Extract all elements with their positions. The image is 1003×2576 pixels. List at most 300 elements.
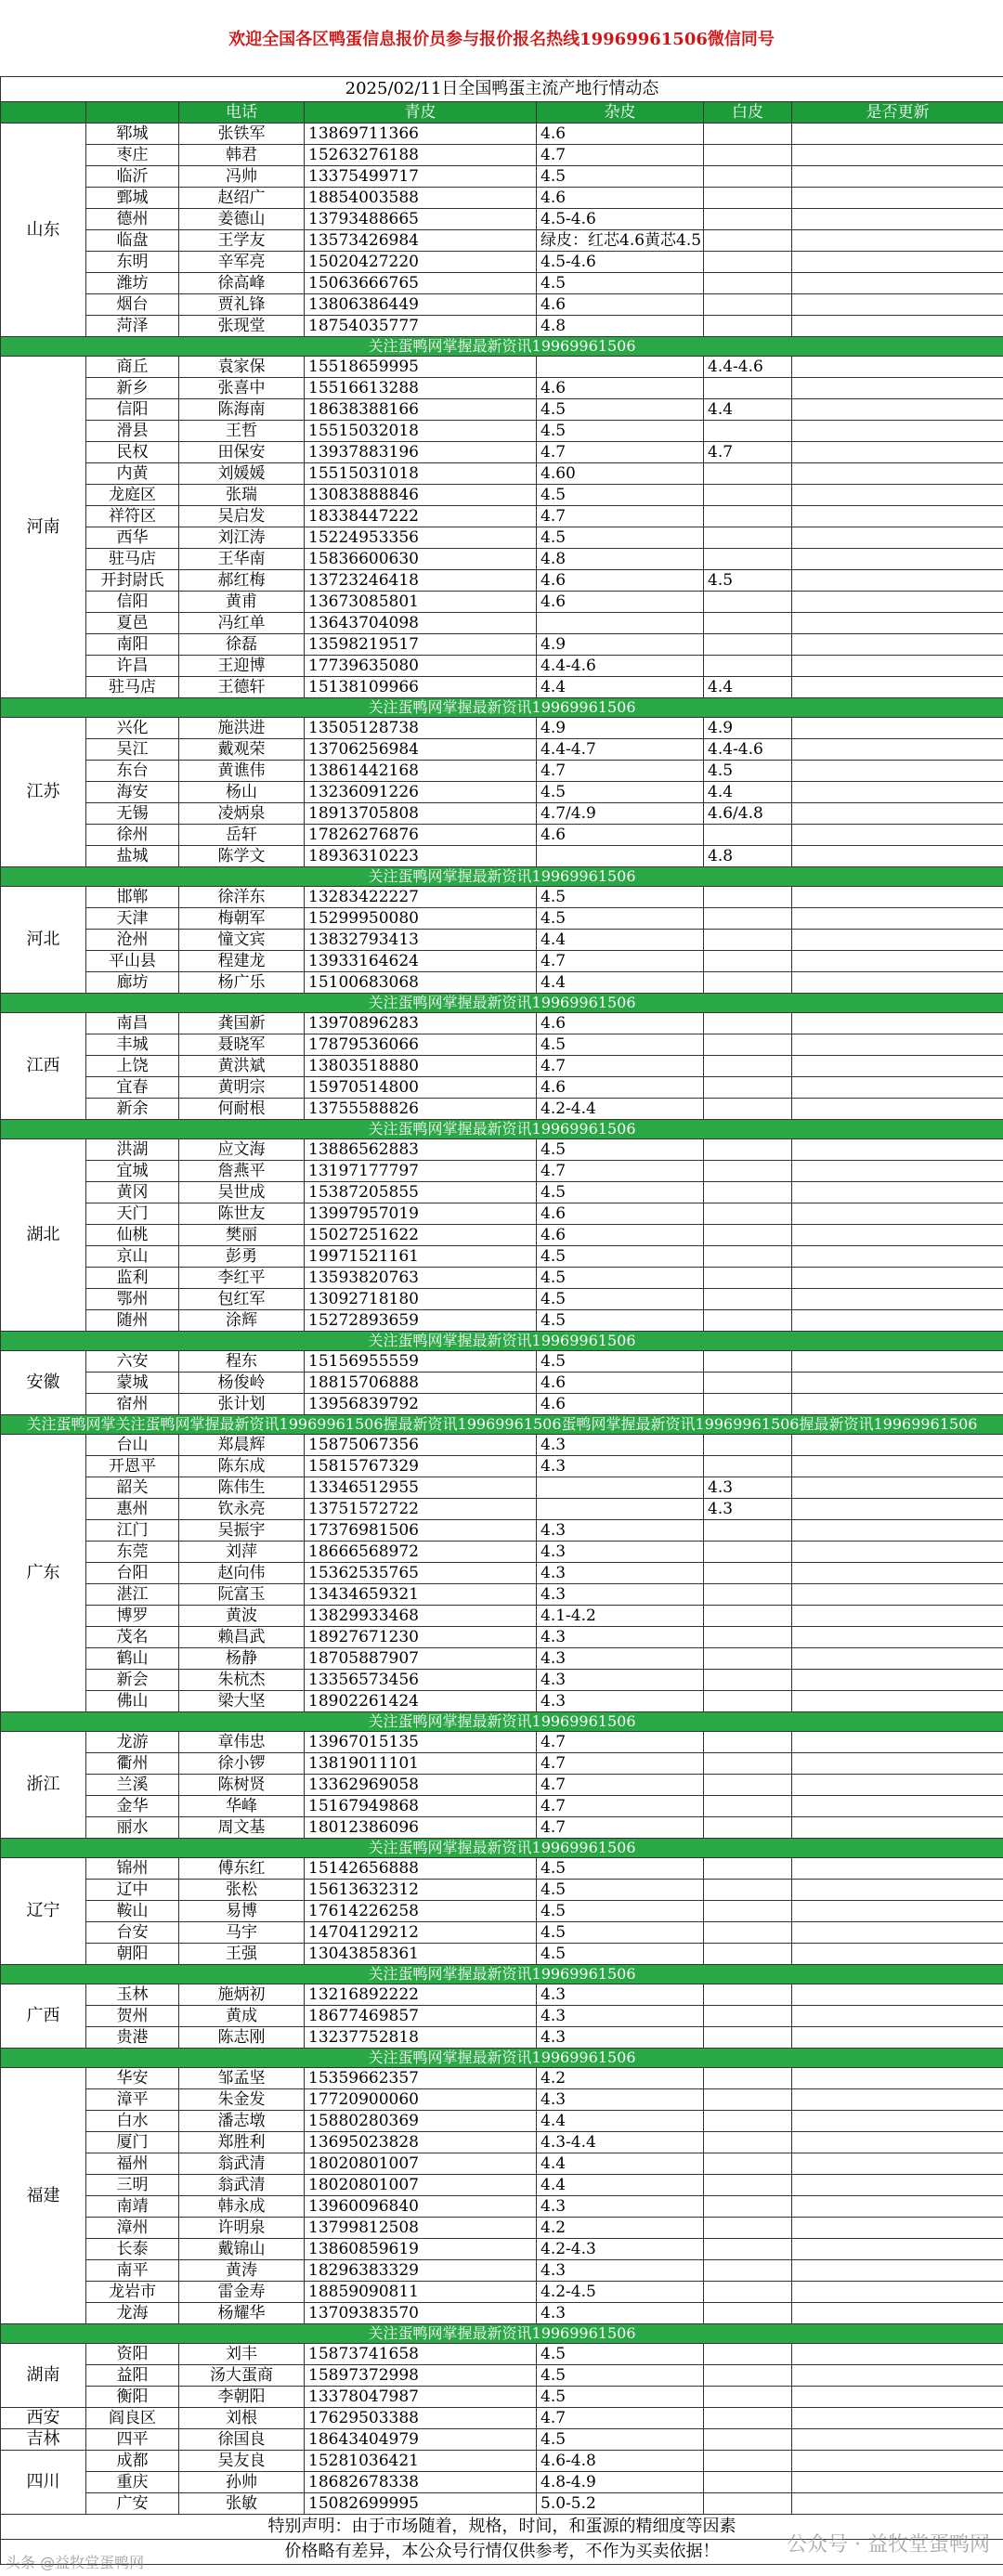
white-shell-price (792, 570, 1003, 592)
table-row (1, 2303, 1003, 2324)
green-shell-price: 4.5-4.6 (537, 209, 704, 230)
contact-cell: 黄成 (179, 2006, 305, 2027)
mixed-shell-price (704, 166, 792, 188)
mixed-shell-price (704, 1691, 792, 1712)
green-shell-price: 4.5 (537, 1246, 704, 1268)
mixed-shell-price (704, 1056, 792, 1077)
city-cell: 丽水 (86, 1817, 179, 1839)
contact-cell: 刘根 (179, 2408, 305, 2429)
mixed-shell-price (704, 252, 792, 273)
white-shell-price (792, 1077, 1003, 1099)
mixed-shell-price: 4.5 (704, 570, 792, 592)
city-cell: 仙桃 (86, 1225, 179, 1246)
mixed-shell-price: 4.8 (704, 846, 792, 867)
phone-cell: 13970896283 (305, 1013, 537, 1034)
city-cell: 枣庄 (86, 145, 179, 166)
table-row (1, 570, 1003, 592)
mixed-shell-price (704, 1627, 792, 1648)
white-shell-price (792, 2282, 1003, 2303)
phone-cell: 18020801007 (305, 2175, 537, 2196)
table-row (1, 485, 1003, 506)
header-white-shell: 白皮 (704, 102, 792, 124)
table-row (1, 2344, 1003, 2365)
city-cell: 台安 (86, 1922, 179, 1944)
mixed-shell-price (704, 1880, 792, 1901)
city-cell: 新余 (86, 1099, 179, 1120)
green-shell-price: 4.6 (537, 570, 704, 592)
phone-cell: 17614226258 (305, 1901, 537, 1922)
green-shell-price: 4.5 (537, 1139, 704, 1161)
city-cell: 开封尉氏 (86, 570, 179, 592)
city-cell: 信阳 (86, 399, 179, 421)
contact-cell: 王德轩 (179, 677, 305, 698)
table-row (1, 1753, 1003, 1775)
contact-cell: 孙帅 (179, 2472, 305, 2493)
green-shell-price (537, 357, 704, 378)
phone-cell: 15263276188 (305, 145, 537, 166)
page-banner: 欢迎全国各区鸭蛋信息报价员参与报价报名热线19969961506微信同号 (228, 30, 775, 49)
city-cell: 驻马店 (86, 677, 179, 698)
table-row (1, 782, 1003, 803)
phone-cell: 13997957019 (305, 1203, 537, 1225)
white-shell-price (792, 2006, 1003, 2027)
white-shell-price (792, 1310, 1003, 1332)
table-row (1, 1034, 1003, 1056)
phone-cell: 13598219517 (305, 634, 537, 656)
city-cell: 成都 (86, 2451, 179, 2472)
city-cell: 开恩平 (86, 1456, 179, 1477)
phone-cell: 18338447222 (305, 506, 537, 527)
green-shell-price: 4.8 (537, 549, 704, 570)
watermark-left: 头条 @益牧堂蛋鸭网 (6, 2554, 145, 2571)
green-shell-price: 4.3 (537, 1691, 704, 1712)
city-cell: 南平 (86, 2260, 179, 2282)
phone-cell: 15387205855 (305, 1182, 537, 1203)
mixed-shell-price (704, 2089, 792, 2111)
city-cell: 蒙城 (86, 1373, 179, 1394)
city-cell: 新乡 (86, 378, 179, 399)
contact-cell: 憧文宾 (179, 930, 305, 951)
green-shell-price: 4.3 (537, 2196, 704, 2218)
phone-cell: 13092718180 (305, 1289, 537, 1310)
table-row (1, 2132, 1003, 2153)
phone-cell: 13362969058 (305, 1775, 537, 1796)
city-cell: 滑县 (86, 421, 179, 442)
table-row (1, 1477, 1003, 1499)
contact-cell: 吴世成 (179, 1182, 305, 1203)
phone-cell: 13819011101 (305, 1753, 537, 1775)
mixed-shell-price (704, 2153, 792, 2175)
city-cell: 鄄城 (86, 188, 179, 209)
green-shell-price: 4.5 (537, 527, 704, 549)
city-cell: 龙岩市 (86, 2282, 179, 2303)
green-shell-price: 4.3 (537, 1984, 704, 2006)
white-shell-price (792, 1289, 1003, 1310)
white-shell-price (792, 252, 1003, 273)
white-shell-price (792, 1627, 1003, 1648)
separator-row (1, 2049, 1003, 2068)
contact-cell: 阮富玉 (179, 1584, 305, 1606)
green-shell-price: 4.7 (537, 1817, 704, 1839)
mixed-shell-price (704, 2365, 792, 2387)
white-shell-price (792, 2218, 1003, 2239)
mixed-shell-price (704, 1013, 792, 1034)
green-shell-price: 4.60 (537, 463, 704, 485)
phone-cell: 17879536066 (305, 1034, 537, 1056)
contact-cell: 黄甫 (179, 592, 305, 613)
contact-cell: 韩永成 (179, 2196, 305, 2218)
contact-cell: 王学友 (179, 230, 305, 252)
phone-cell: 15224953356 (305, 527, 537, 549)
table-row (1, 656, 1003, 677)
table-row (1, 1182, 1003, 1203)
table-row (1, 2408, 1003, 2429)
green-shell-price: 4.3 (537, 2303, 704, 2324)
green-shell-price: 绿皮：红芯4.6黄芯4.5 (537, 230, 704, 252)
mixed-shell-price (704, 463, 792, 485)
white-shell-price (792, 294, 1003, 316)
city-cell: 商丘 (86, 357, 179, 378)
phone-cell: 18927671230 (305, 1627, 537, 1648)
phone-cell: 13956839792 (305, 1394, 537, 1415)
green-shell-price: 4.5 (537, 887, 704, 908)
contact-cell: 许明泉 (179, 2218, 305, 2239)
city-cell: 东莞 (86, 1542, 179, 1563)
contact-cell: 刘丰 (179, 2344, 305, 2365)
green-shell-price: 4.3 (537, 1456, 704, 1477)
table-row (1, 2218, 1003, 2239)
white-shell-price (792, 549, 1003, 570)
table-row (1, 1139, 1003, 1161)
mixed-shell-price: 4.6/4.8 (704, 803, 792, 825)
mixed-shell-price (704, 634, 792, 656)
mixed-shell-price (704, 1225, 792, 1246)
city-cell: 南靖 (86, 2196, 179, 2218)
phone-cell: 13216892222 (305, 1984, 537, 2006)
white-shell-price (792, 1477, 1003, 1499)
mixed-shell-price (704, 1648, 792, 1670)
mixed-shell-price (704, 592, 792, 613)
city-cell: 三明 (86, 2175, 179, 2196)
contact-cell: 施洪进 (179, 718, 305, 739)
table-row (1, 188, 1003, 209)
phone-cell: 15613632312 (305, 1880, 537, 1901)
mixed-shell-price (704, 2196, 792, 2218)
table-row (1, 887, 1003, 908)
green-shell-price: 4.6 (537, 1077, 704, 1099)
phone-cell: 13860859619 (305, 2239, 537, 2260)
mixed-shell-price (704, 1246, 792, 1268)
province-cell: 吉林 (1, 2429, 86, 2451)
contact-cell: 杨静 (179, 1648, 305, 1670)
contact-cell: 冯红单 (179, 613, 305, 634)
green-shell-price: 4.5 (537, 1858, 704, 1880)
city-cell: 湛江 (86, 1584, 179, 1606)
separator-text: 关注蛋鸭网掌关注蛋鸭网掌握最新资讯19969961506握最新资讯19969961506蛋鸭网掌握最新资讯19969961506握最新资讯19969961506 (1, 1415, 1003, 1435)
header-phone: 电话 (179, 102, 305, 124)
green-shell-price: 4.3 (537, 2027, 704, 2049)
phone-cell: 13197177797 (305, 1161, 537, 1182)
phone-cell: 18643404979 (305, 2429, 537, 2451)
white-shell-price (792, 803, 1003, 825)
city-cell: 阎良区 (86, 2408, 179, 2429)
white-shell-price (792, 1944, 1003, 1965)
mixed-shell-price: 4.5 (704, 761, 792, 782)
white-shell-price (792, 188, 1003, 209)
separator-text: 关注蛋鸭网掌握最新资讯19969961506 (1, 2324, 1003, 2344)
table-row (1, 506, 1003, 527)
table-row (1, 442, 1003, 463)
city-cell: 洪湖 (86, 1139, 179, 1161)
table-row (1, 2239, 1003, 2260)
phone-cell: 13803518880 (305, 1056, 537, 1077)
city-cell: 德州 (86, 209, 179, 230)
mixed-shell-price (704, 613, 792, 634)
city-cell: 吴江 (86, 739, 179, 761)
table-row (1, 1373, 1003, 1394)
separator-text: 关注蛋鸭网掌握最新资讯19969961506 (1, 1965, 1003, 1984)
phone-cell: 15142656888 (305, 1858, 537, 1880)
contact-cell: 王强 (179, 1944, 305, 1965)
contact-cell: 朱杭杰 (179, 1670, 305, 1691)
mixed-shell-price (704, 209, 792, 230)
table-row (1, 463, 1003, 485)
table-row (1, 1606, 1003, 1627)
contact-cell: 杨广乐 (179, 972, 305, 994)
green-shell-price: 4.5-4.6 (537, 252, 704, 273)
city-cell: 长泰 (86, 2239, 179, 2260)
white-shell-price (792, 613, 1003, 634)
green-shell-price: 4.3 (537, 2006, 704, 2027)
green-shell-price: 4.5 (537, 1901, 704, 1922)
table-row (1, 1880, 1003, 1901)
table-row (1, 1351, 1003, 1373)
header-green-shell: 青皮 (305, 102, 537, 124)
city-cell: 六安 (86, 1351, 179, 1373)
contact-cell: 雷金寿 (179, 2282, 305, 2303)
phone-cell: 13869711366 (305, 124, 537, 145)
title-row (1, 77, 1003, 102)
mixed-shell-price (704, 2303, 792, 2324)
phone-cell: 18638388166 (305, 399, 537, 421)
green-shell-price: 4.5 (537, 399, 704, 421)
white-shell-price (792, 1796, 1003, 1817)
contact-cell: 黄涛 (179, 2260, 305, 2282)
contact-cell: 陈伟生 (179, 1477, 305, 1499)
green-shell-price: 4.2-4.4 (537, 1099, 704, 1120)
contact-cell: 岳轩 (179, 825, 305, 846)
white-shell-price (792, 1732, 1003, 1753)
white-shell-price (792, 2472, 1003, 2493)
white-shell-price (792, 718, 1003, 739)
table-row (1, 718, 1003, 739)
contact-cell: 吴友良 (179, 2451, 305, 2472)
city-cell: 菏泽 (86, 316, 179, 337)
province-cell: 福建 (1, 2068, 86, 2324)
contact-cell: 张松 (179, 1880, 305, 1901)
white-shell-price (792, 2260, 1003, 2282)
city-cell: 天津 (86, 908, 179, 930)
separator-text: 关注蛋鸭网掌握最新资讯19969961506 (1, 994, 1003, 1013)
mixed-shell-price (704, 1922, 792, 1944)
phone-cell: 15815767329 (305, 1456, 537, 1477)
white-shell-price (792, 825, 1003, 846)
table-row (1, 145, 1003, 166)
city-cell: 茂名 (86, 1627, 179, 1648)
white-shell-price (792, 1182, 1003, 1203)
mixed-shell-price (704, 1606, 792, 1627)
white-shell-price (792, 930, 1003, 951)
green-shell-price: 4.5 (537, 166, 704, 188)
separator-row (1, 1415, 1003, 1435)
city-cell: 鹤山 (86, 1648, 179, 1670)
phone-cell: 13706256984 (305, 739, 537, 761)
province-cell: 山东 (1, 124, 86, 337)
city-cell: 沧州 (86, 930, 179, 951)
separator-text: 关注蛋鸭网掌握最新资讯19969961506 (1, 337, 1003, 357)
green-shell-price: 4.5 (537, 2344, 704, 2365)
city-cell: 西华 (86, 527, 179, 549)
table-row (1, 209, 1003, 230)
contact-cell: 戴观荣 (179, 739, 305, 761)
mixed-shell-price (704, 145, 792, 166)
city-cell: 邯郸 (86, 887, 179, 908)
mixed-shell-price (704, 2218, 792, 2239)
green-shell-price: 4.4-4.6 (537, 656, 704, 677)
phone-cell: 18296383329 (305, 2260, 537, 2282)
phone-cell: 13356573456 (305, 1670, 537, 1691)
white-shell-price (792, 1520, 1003, 1542)
phone-cell: 15138109966 (305, 677, 537, 698)
city-cell: 郓城 (86, 124, 179, 145)
phone-cell: 13933164624 (305, 951, 537, 972)
contact-cell: 潘志墩 (179, 2111, 305, 2132)
table-row (1, 1922, 1003, 1944)
mixed-shell-price: 4.4-4.6 (704, 357, 792, 378)
footer-disclaimer-2: 价格略有差异，本公众号行情仅供参考，不作为买卖依据！ (1, 2540, 1003, 2565)
city-cell: 许昌 (86, 656, 179, 677)
contact-cell: 郑胜利 (179, 2132, 305, 2153)
phone-cell: 13043858361 (305, 1944, 537, 1965)
mixed-shell-price (704, 1077, 792, 1099)
phone-cell: 15299950080 (305, 908, 537, 930)
contact-cell: 王华南 (179, 549, 305, 570)
white-shell-price (792, 2303, 1003, 2324)
contact-cell: 王哲 (179, 421, 305, 442)
white-shell-price (792, 592, 1003, 613)
white-shell-price (792, 1775, 1003, 1796)
city-cell: 漳州 (86, 2218, 179, 2239)
separator-row (1, 1712, 1003, 1732)
mixed-shell-price (704, 421, 792, 442)
mixed-shell-price (704, 1394, 792, 1415)
phone-cell: 13709383570 (305, 2303, 537, 2324)
contact-cell: 应文海 (179, 1139, 305, 1161)
green-shell-price: 4.3 (537, 1627, 704, 1648)
green-shell-price: 4.4 (537, 972, 704, 994)
city-cell: 潍坊 (86, 273, 179, 294)
city-cell: 天门 (86, 1203, 179, 1225)
contact-cell: 张计划 (179, 1394, 305, 1415)
white-shell-price (792, 887, 1003, 908)
white-shell-price (792, 316, 1003, 337)
table-row (1, 549, 1003, 570)
green-shell-price: 4.5 (537, 1034, 704, 1056)
phone-cell: 15515031018 (305, 463, 537, 485)
table-row (1, 2387, 1003, 2408)
city-cell: 兴化 (86, 718, 179, 739)
table-row (1, 1775, 1003, 1796)
mixed-shell-price (704, 1099, 792, 1120)
contact-cell: 梅朝军 (179, 908, 305, 930)
table-row (1, 1944, 1003, 1965)
table-row (1, 1901, 1003, 1922)
province-cell: 江苏 (1, 718, 86, 867)
contact-cell: 戴锦山 (179, 2239, 305, 2260)
mixed-shell-price (704, 2429, 792, 2451)
green-shell-price: 4.5 (537, 782, 704, 803)
mixed-shell-price (704, 1901, 792, 1922)
green-shell-price: 4.3 (537, 2260, 704, 2282)
table-row (1, 739, 1003, 761)
white-shell-price (792, 2408, 1003, 2429)
separator-text: 关注蛋鸭网掌握最新资讯19969961506 (1, 867, 1003, 887)
separator-row (1, 2324, 1003, 2344)
green-shell-price: 4.7 (537, 506, 704, 527)
green-shell-price: 4.2 (537, 2068, 704, 2089)
contact-cell: 陈海南 (179, 399, 305, 421)
city-cell: 台山 (86, 1435, 179, 1456)
contact-cell: 吴振宇 (179, 1520, 305, 1542)
green-shell-price: 4.2-4.5 (537, 2282, 704, 2303)
contact-cell: 赵向伟 (179, 1563, 305, 1584)
mixed-shell-price (704, 1796, 792, 1817)
table-row (1, 1796, 1003, 1817)
city-cell: 衡阳 (86, 2387, 179, 2408)
contact-cell: 黄谯伟 (179, 761, 305, 782)
city-cell: 白水 (86, 2111, 179, 2132)
table-row (1, 592, 1003, 613)
mixed-shell-price (704, 887, 792, 908)
table-row (1, 1691, 1003, 1712)
green-shell-price: 4.7 (537, 1796, 704, 1817)
phone-cell: 13723246418 (305, 570, 537, 592)
phone-cell: 17720900060 (305, 2089, 537, 2111)
mixed-shell-price (704, 1203, 792, 1225)
white-shell-price (792, 1817, 1003, 1839)
phone-cell: 13283422227 (305, 887, 537, 908)
table-row (1, 357, 1003, 378)
contact-cell: 黄波 (179, 1606, 305, 1627)
green-shell-price: 4.7 (537, 1732, 704, 1753)
phone-cell: 13434659321 (305, 1584, 537, 1606)
white-shell-price (792, 2493, 1003, 2515)
table-row (1, 1563, 1003, 1584)
green-shell-price: 4.7 (537, 145, 704, 166)
separator-text: 关注蛋鸭网掌握最新资讯19969961506 (1, 698, 1003, 718)
mixed-shell-price (704, 2344, 792, 2365)
city-cell: 宜城 (86, 1161, 179, 1182)
city-cell: 漳平 (86, 2089, 179, 2111)
phone-cell: 13829933468 (305, 1606, 537, 1627)
city-cell: 厦门 (86, 2132, 179, 2153)
table-row (1, 951, 1003, 972)
white-shell-price (792, 761, 1003, 782)
green-shell-price: 4.6 (537, 592, 704, 613)
mixed-shell-price: 4.4 (704, 782, 792, 803)
white-shell-price (792, 1606, 1003, 1627)
table-row (1, 2451, 1003, 2472)
